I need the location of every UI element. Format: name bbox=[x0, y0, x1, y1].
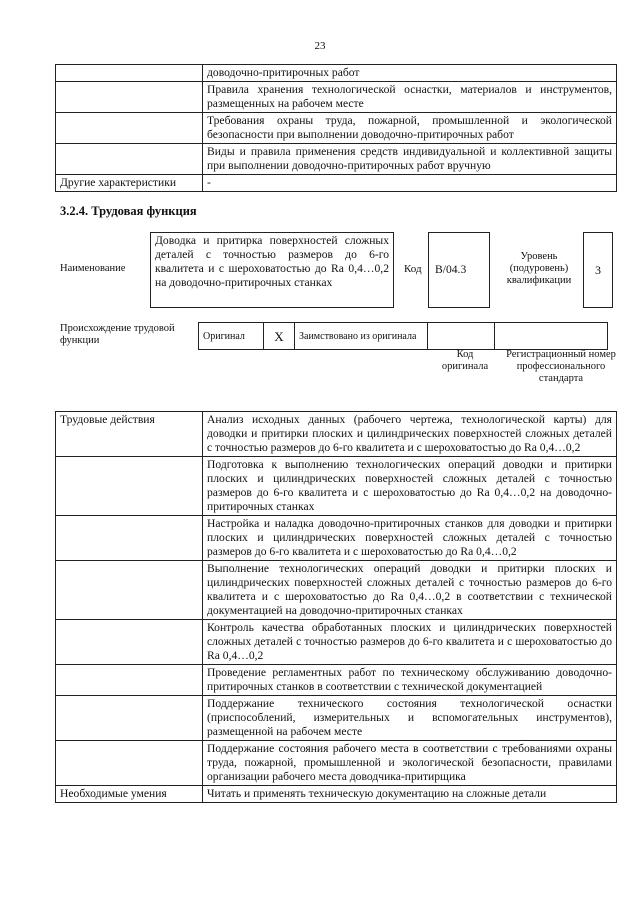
row-description: Анализ исходных данных (рабочего чертежа, технологической карты) для доводки и притирки плоских и цилиндрических поверхностей сложных деталей с точностью размеров до 6-го квалитета и с шероховатостью до Ra 0,4…0,2 bbox=[203, 412, 617, 457]
table-row bbox=[56, 620, 617, 665]
table-row bbox=[56, 786, 617, 803]
function-name-value: Доводка и притирка поверхностей сложных деталей с точностью размеров до 6-го квалитета и с шероховатостью до Ra 0,4…0,2 на доводочно-притирочных станках bbox=[150, 232, 394, 308]
original-code-cell bbox=[428, 323, 495, 350]
row-category bbox=[56, 113, 203, 144]
function-code-value: В/04.3 bbox=[428, 232, 490, 308]
row-category: Необходимые умения bbox=[56, 786, 203, 803]
row-description: Проведение регламентных работ по техническому обслуживанию доводочно-притирочных станков в соответствии с технической документацией bbox=[203, 665, 617, 696]
original-mark: X bbox=[264, 323, 295, 350]
table-row bbox=[56, 175, 617, 192]
qualification-level-value: 3 bbox=[583, 232, 613, 308]
knowledge-table-continuation bbox=[55, 64, 617, 192]
registration-number-cell bbox=[495, 323, 608, 350]
labor-actions-table bbox=[55, 411, 617, 803]
table-row bbox=[56, 516, 617, 561]
row-description: - bbox=[203, 175, 617, 192]
page-number: 23 bbox=[314, 40, 326, 52]
table-row bbox=[56, 457, 617, 516]
table-row bbox=[56, 665, 617, 696]
row-category bbox=[56, 516, 203, 561]
row-description: Контроль качества обработанных плоских и цилиндрических поверхностей сложных деталей с точностью размеров до 6-го квалитета и с шероховатостью до Ra 0,4…0,2 bbox=[203, 620, 617, 665]
row-description: Читать и применять техническую документацию на сложные детали bbox=[203, 786, 617, 803]
table-row bbox=[56, 412, 617, 457]
table-row bbox=[56, 741, 617, 786]
table-row bbox=[56, 696, 617, 741]
section-title: 3.2.4. Трудовая функция bbox=[60, 204, 197, 218]
row-category bbox=[56, 620, 203, 665]
row-category bbox=[56, 696, 203, 741]
row-description: Поддержание технического состояния технологической оснастки (приспособлений, измерительных и вспомогательных инструментов), размещенной на рабочем месте bbox=[203, 696, 617, 741]
table-row bbox=[56, 561, 617, 620]
row-description: Выполнение технологических операций доводки и притирки плоских и цилиндрических поверхностей сложных деталей с точностью размеров до 6-го квалитета и с шероховатостью до Ra 0,4…0,2 в соответствии с технической документацией на доводочно-притирочных станках bbox=[203, 561, 617, 620]
code-label: Код bbox=[404, 263, 422, 275]
row-description: Правила хранения технологической оснастки, материалов и инструментов, размещенных на рабочем месте bbox=[203, 82, 617, 113]
row-category bbox=[56, 82, 203, 113]
row-category bbox=[56, 665, 203, 696]
name-label: Наименование bbox=[60, 263, 126, 274]
row-description: Настройка и наладка доводочно-притирочных станков для доводки и притирки плоских и цилиндрических поверхностей сложных деталей с точностью размеров до 6-го квалитета и с шероховатостью до Ra 0,4…0,2 bbox=[203, 516, 617, 561]
origin-table bbox=[198, 322, 608, 350]
row-category: Другие характеристики bbox=[56, 175, 203, 192]
row-category bbox=[56, 144, 203, 175]
registration-number-caption: Регистрационный номер профессионального стандарта bbox=[506, 349, 616, 384]
level-label: Уровень (подуровень) квалификации bbox=[506, 251, 572, 286]
row-category bbox=[56, 561, 203, 620]
row-description: доводочно-притирочных работ bbox=[203, 65, 617, 82]
row-description: Виды и правила применения средств индивидуальной и коллективной защиты при выполнении доводочно-притирочных работ вручную bbox=[203, 144, 617, 175]
origin-label: Происхождение трудовой функции bbox=[60, 323, 175, 346]
table-row bbox=[56, 144, 617, 175]
row-category bbox=[56, 741, 203, 786]
original-code-caption: Код оригинала bbox=[441, 349, 489, 372]
table-row bbox=[56, 65, 617, 82]
borrowed-label: Заимствовано из оригинала bbox=[295, 323, 428, 350]
row-description: Подготовка к выполнению технологических операций доводки и притирки плоских и цилиндрических поверхностей сложных деталей с точностью размеров до 6-го квалитета и с шероховатостью до Ra 0,4…0,2 на доводочно-притирочных станках bbox=[203, 457, 617, 516]
row-category bbox=[56, 457, 203, 516]
row-category bbox=[56, 65, 203, 82]
table-row bbox=[56, 113, 617, 144]
row-description: Поддержание состояния рабочего места в соответствии с требованиями охраны труда, пожарной, промышленной и экологической безопасности, правилами организации рабочего места доводчика-притирщика bbox=[203, 741, 617, 786]
row-category: Трудовые действия bbox=[56, 412, 203, 457]
original-label: Оригинал bbox=[199, 323, 264, 350]
table-row bbox=[56, 82, 617, 113]
row-description: Требования охраны труда, пожарной, промышленной и экологической безопасности при выполнении доводочно-притирочных работ bbox=[203, 113, 617, 144]
